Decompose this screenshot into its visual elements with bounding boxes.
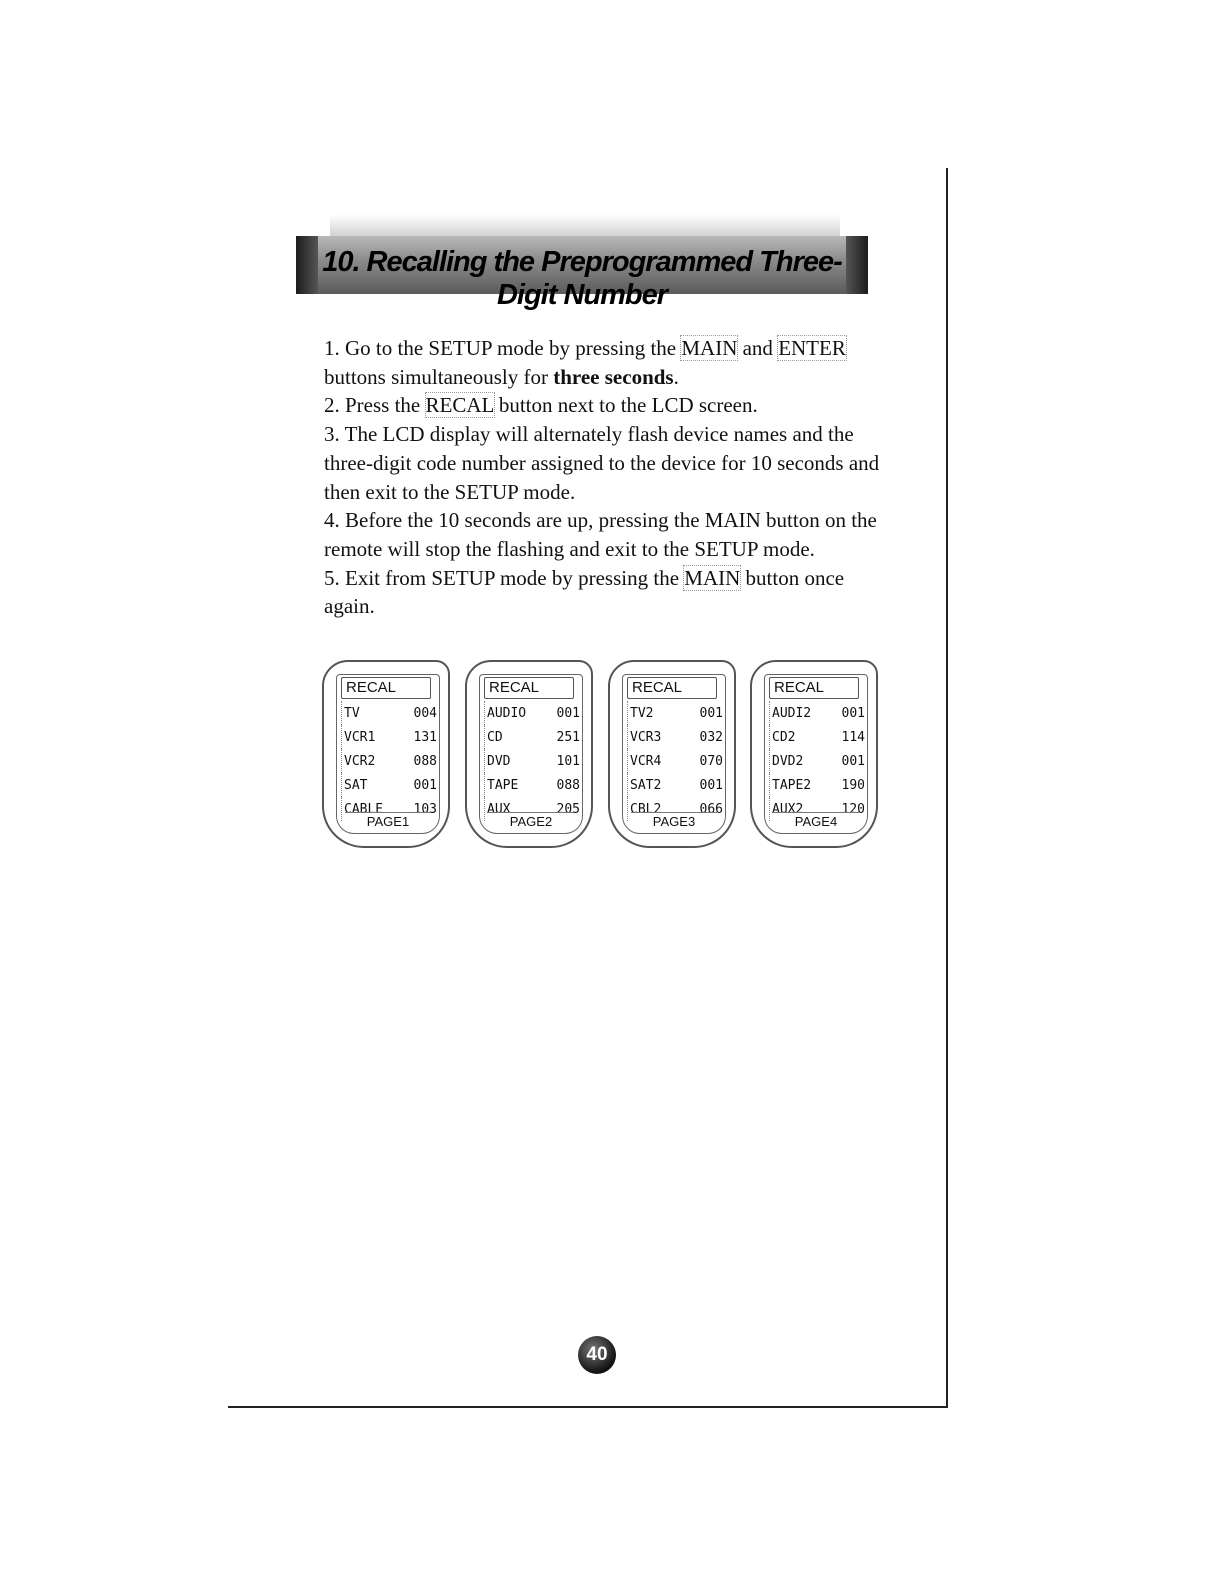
lcd-row: VCR4 070 <box>627 749 723 773</box>
lcd-screen-page3 <box>608 660 736 848</box>
lcd-row: CBL2 066 <box>627 797 723 821</box>
lcd-header: RECAL <box>341 677 431 699</box>
lcd-page-label: PAGE1 <box>345 812 431 831</box>
lcd-row: CD 251 <box>484 725 580 749</box>
right-margin-rule <box>946 168 948 1408</box>
lcd-row: TV2 001 <box>627 701 723 725</box>
section-title: 10. Recalling the Preprogrammed Three-Digit Number <box>322 246 842 311</box>
lcd-row: SAT2 001 <box>627 773 723 797</box>
instruction-list <box>324 334 880 621</box>
lcd-row: VCR2 088 <box>341 749 437 773</box>
emphasis-three-seconds: three seconds <box>553 364 674 389</box>
main-key-ref: MAIN <box>681 336 738 360</box>
main-key-ref: MAIN <box>684 565 741 590</box>
lcd-row: DVD2 001 <box>769 749 865 773</box>
lcd-screen-page1 <box>322 660 450 848</box>
lcd-row: TAPE2 190 <box>769 773 865 797</box>
step-3: 3. The LCD display will alternately flash device names and the three-digit code number assigned to the device for 10 seconds and then exit to the SETUP mode. <box>324 422 880 504</box>
step-4: 4. Before the 10 seconds are up, pressing the MAIN button on the remote will stop the flashing and exit to the SETUP mode. <box>324 508 877 561</box>
lcd-row: AUX 205 <box>484 797 580 821</box>
lcd-screens <box>322 660 880 854</box>
lcd-screen-page4 <box>750 660 878 848</box>
section-banner <box>296 236 868 311</box>
lcd-row: DVD 101 <box>484 749 580 773</box>
lcd-page-label: PAGE4 <box>773 812 859 831</box>
lcd-header: RECAL <box>769 677 859 699</box>
page-number-badge: 40 <box>578 1336 616 1374</box>
lcd-row: SAT 001 <box>341 773 437 797</box>
step-2: 2. Press the RECAL button next to the LCD screen. <box>324 393 758 418</box>
lcd-row: AUDI2 001 <box>769 701 865 725</box>
lcd-page-label: PAGE3 <box>631 812 717 831</box>
lcd-row: CABLE 103 <box>341 797 437 821</box>
step-1: 1. Go to the SETUP mode by pressing the MAIN and ENTER buttons simultaneously for three seconds. <box>324 336 846 389</box>
banner-shading <box>330 214 840 236</box>
lcd-row: AUX2 120 <box>769 797 865 821</box>
lcd-header: RECAL <box>627 677 717 699</box>
lcd-row: AUDIO 001 <box>484 701 580 725</box>
lcd-row: VCR1 131 <box>341 725 437 749</box>
lcd-row: TAPE 088 <box>484 773 580 797</box>
lcd-page-label: PAGE2 <box>488 812 574 831</box>
recal-key-ref: RECAL <box>425 393 494 418</box>
lcd-row: VCR3 032 <box>627 725 723 749</box>
lcd-header: RECAL <box>484 677 574 699</box>
bottom-margin-rule <box>228 1406 948 1408</box>
lcd-row: TV 004 <box>341 701 437 725</box>
step-5: 5. Exit from SETUP mode by pressing the MAIN button once again. <box>324 565 845 619</box>
enter-key-ref: ENTER <box>778 336 846 360</box>
lcd-row: CD2 114 <box>769 725 865 749</box>
lcd-screen-page2 <box>465 660 593 848</box>
